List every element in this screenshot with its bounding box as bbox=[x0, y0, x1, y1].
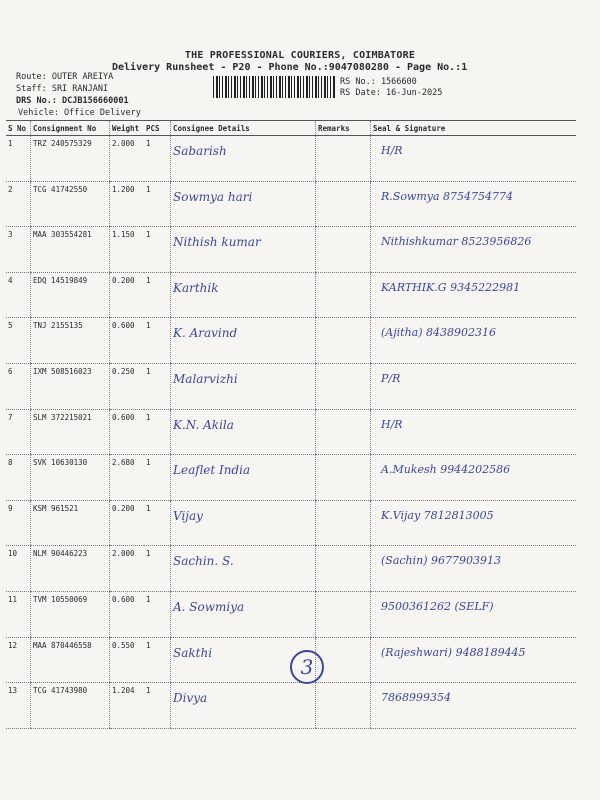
row-sno: 12 bbox=[6, 637, 31, 683]
row-sno: 11 bbox=[6, 591, 31, 637]
row-consignment: IXM 508516023 bbox=[31, 363, 110, 409]
row-pcs: 1 bbox=[144, 546, 171, 592]
col-consignee: Consignee Details bbox=[171, 121, 316, 136]
row-sno: 9 bbox=[6, 500, 31, 546]
row-signature: Nithishkumar 8523956826 bbox=[371, 227, 577, 273]
route-label: Route: OUTER AREIYA bbox=[16, 72, 114, 82]
row-sno: 1 bbox=[6, 136, 31, 182]
row-weight: 0.200 bbox=[110, 500, 145, 546]
document-subtitle: Delivery Runsheet - P20 - Phone No.:9047080280 - Page No.:1 bbox=[112, 62, 468, 73]
drs-number: DRS No.: DCJB156660001 bbox=[16, 96, 129, 106]
row-consignment: KSM 961521 bbox=[31, 500, 110, 546]
col-consignment: Consignment No bbox=[31, 121, 110, 136]
row-sno: 7 bbox=[6, 409, 31, 455]
row-signature: K.Vijay 7812813005 bbox=[371, 500, 577, 546]
row-pcs: 1 bbox=[144, 227, 171, 273]
staff-label: Staff: SRI RANJANI bbox=[16, 84, 109, 94]
row-pcs: 1 bbox=[144, 591, 171, 637]
row-sno: 2 bbox=[6, 181, 31, 227]
row-consignment: TVM 10550069 bbox=[31, 591, 110, 637]
row-consignee: Malarvizhi bbox=[171, 363, 316, 409]
row-consignment: TCG 41743980 bbox=[31, 683, 110, 729]
row-consignee: K.N. Akila bbox=[171, 409, 316, 455]
document-title: THE PROFESSIONAL COURIERS, COIMBATORE bbox=[184, 50, 416, 61]
table-row bbox=[6, 591, 576, 637]
row-remarks bbox=[316, 409, 371, 455]
table-row bbox=[6, 455, 576, 501]
row-weight: 0.250 bbox=[110, 363, 145, 409]
row-sno: 6 bbox=[6, 363, 31, 409]
row-remarks bbox=[316, 546, 371, 592]
table-row bbox=[6, 227, 576, 273]
row-consignment: MAA 870446558 bbox=[31, 637, 110, 683]
row-pcs: 1 bbox=[144, 455, 171, 501]
row-sno: 3 bbox=[6, 227, 31, 273]
row-pcs: 1 bbox=[144, 683, 171, 729]
row-consignment: SLM 372215021 bbox=[31, 409, 110, 455]
vehicle-label: Vehicle: Office Delivery bbox=[18, 108, 141, 118]
barcode-icon bbox=[213, 76, 335, 98]
table-row bbox=[6, 683, 576, 729]
row-weight: 2.000 bbox=[110, 136, 145, 182]
row-signature: (Ajitha) 8438902316 bbox=[371, 318, 577, 364]
row-weight: 2.680 bbox=[110, 455, 145, 501]
row-signature: (Rajeshwari) 9488189445 bbox=[371, 637, 577, 683]
row-consignee: A. Sowmiya bbox=[171, 591, 316, 637]
row-pcs: 1 bbox=[144, 272, 171, 318]
row-weight: 0.600 bbox=[110, 409, 145, 455]
table-row bbox=[6, 363, 576, 409]
table-row bbox=[6, 318, 576, 364]
row-signature: H/R bbox=[371, 136, 577, 182]
col-weight: Weight bbox=[110, 121, 145, 136]
row-consignee: Sachin. S. bbox=[171, 546, 316, 592]
runsheet-table bbox=[6, 120, 576, 729]
row-consignee: Sabarish bbox=[171, 136, 316, 182]
row-pcs: 1 bbox=[144, 500, 171, 546]
row-remarks bbox=[316, 318, 371, 364]
col-pcs: PCS bbox=[144, 121, 171, 136]
row-pcs: 1 bbox=[144, 363, 171, 409]
row-consignment: TCG 41742550 bbox=[31, 181, 110, 227]
row-signature: H/R bbox=[371, 409, 577, 455]
row-remarks bbox=[316, 683, 371, 729]
table-row bbox=[6, 272, 576, 318]
row-consignment: MAA 303554281 bbox=[31, 227, 110, 273]
row-sno: 4 bbox=[6, 272, 31, 318]
table-row bbox=[6, 181, 576, 227]
col-sno: S No bbox=[6, 121, 31, 136]
row-consignment: NLM 90446223 bbox=[31, 546, 110, 592]
row-sno: 5 bbox=[6, 318, 31, 364]
row-remarks bbox=[316, 637, 371, 683]
row-consignee: Nithish kumar bbox=[171, 227, 316, 273]
col-signature: Seal & Signature bbox=[371, 121, 577, 136]
row-consignee: Vijay bbox=[171, 500, 316, 546]
table-row bbox=[6, 136, 576, 182]
row-weight: 1.204 bbox=[110, 683, 145, 729]
row-sno: 8 bbox=[6, 455, 31, 501]
row-consignee: Sowmya hari bbox=[171, 181, 316, 227]
row-sno: 13 bbox=[6, 683, 31, 729]
col-remarks: Remarks bbox=[316, 121, 371, 136]
row-weight: 1.150 bbox=[110, 227, 145, 273]
row-consignee: Divya bbox=[171, 683, 316, 729]
table-row bbox=[6, 546, 576, 592]
row-signature: (Sachin) 9677903913 bbox=[371, 546, 577, 592]
row-remarks bbox=[316, 455, 371, 501]
row-consignee: K. Aravind bbox=[171, 318, 316, 364]
row-pcs: 1 bbox=[144, 409, 171, 455]
row-weight: 0.600 bbox=[110, 318, 145, 364]
row-signature: 7868999354 bbox=[371, 683, 577, 729]
row-remarks bbox=[316, 227, 371, 273]
row-weight: 0.200 bbox=[110, 272, 145, 318]
row-signature: KARTHIK.G 9345222981 bbox=[371, 272, 577, 318]
row-consignee: Leaflet India bbox=[171, 455, 316, 501]
row-consignee: Karthik bbox=[171, 272, 316, 318]
row-consignment: EDQ 14519849 bbox=[31, 272, 110, 318]
row-remarks bbox=[316, 500, 371, 546]
table-header-row bbox=[6, 121, 576, 136]
row-pcs: 1 bbox=[144, 136, 171, 182]
row-remarks bbox=[316, 181, 371, 227]
page-mark: 3 bbox=[290, 650, 324, 684]
row-pcs: 1 bbox=[144, 181, 171, 227]
row-sno: 10 bbox=[6, 546, 31, 592]
row-consignment: TRZ 240575329 bbox=[31, 136, 110, 182]
row-weight: 1.200 bbox=[110, 181, 145, 227]
row-remarks bbox=[316, 136, 371, 182]
rs-number: RS No.: 1566600 bbox=[340, 77, 417, 87]
row-weight: 0.600 bbox=[110, 591, 145, 637]
row-remarks bbox=[316, 363, 371, 409]
row-consignment: SVK 10630130 bbox=[31, 455, 110, 501]
row-consignee: Sakthi bbox=[171, 637, 316, 683]
row-remarks bbox=[316, 272, 371, 318]
row-pcs: 1 bbox=[144, 637, 171, 683]
row-weight: 0.550 bbox=[110, 637, 145, 683]
row-pcs: 1 bbox=[144, 318, 171, 364]
row-remarks bbox=[316, 591, 371, 637]
table-row bbox=[6, 500, 576, 546]
rs-date: RS Date: 16-Jun-2025 bbox=[340, 88, 443, 98]
row-consignment: TNJ 2155135 bbox=[31, 318, 110, 364]
row-signature: R.Sowmya 8754754774 bbox=[371, 181, 577, 227]
row-signature: P/R bbox=[371, 363, 577, 409]
row-weight: 2.000 bbox=[110, 546, 145, 592]
row-signature: A.Mukesh 9944202586 bbox=[371, 455, 577, 501]
row-signature: 9500361262 (SELF) bbox=[371, 591, 577, 637]
table-row bbox=[6, 409, 576, 455]
